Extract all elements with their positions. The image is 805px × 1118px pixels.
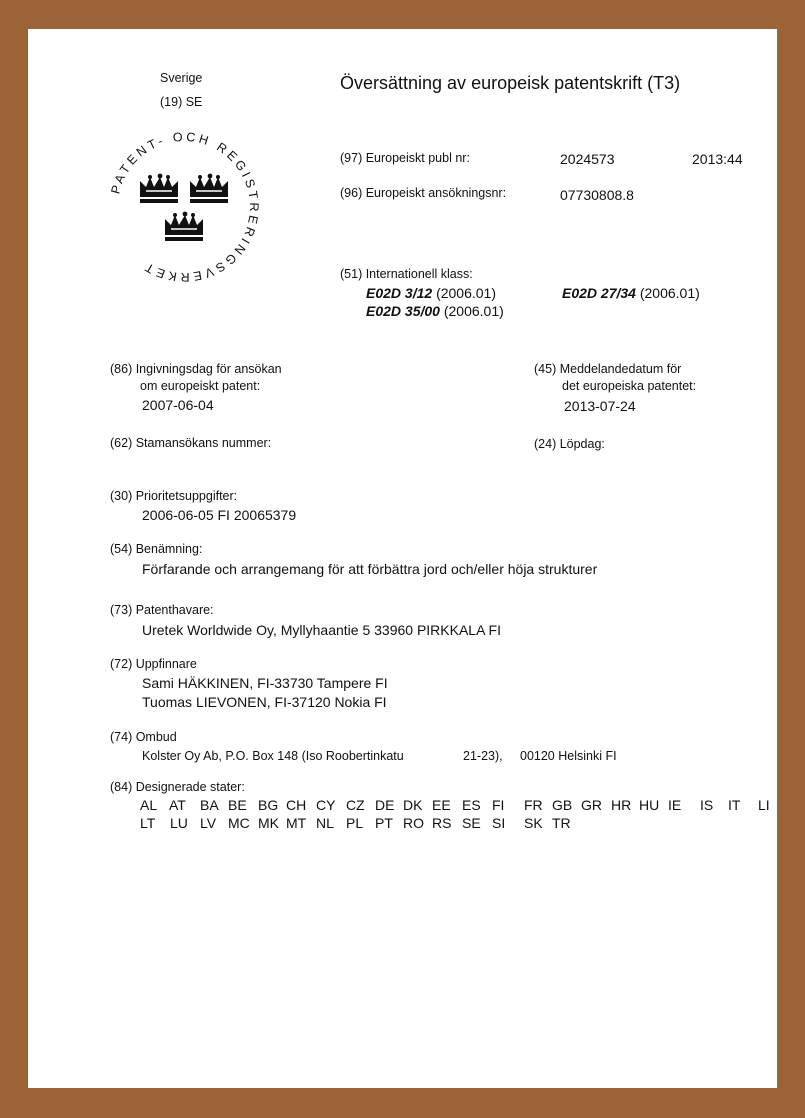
state-code: PL [346,815,364,831]
state-code: SE [462,815,481,831]
agent-name: Kolster Oy Ab, P.O. Box 148 (Iso Roobertinkatu [142,749,404,763]
filing-label-cont: om europeiskt patent: [140,379,261,393]
crown-icon [190,174,228,203]
prv-seal [102,125,266,289]
state-code: HR [611,797,632,813]
state-code: ES [462,797,481,813]
state-code: MC [228,815,250,831]
classification-version: (2006.01) [443,303,504,319]
classification-item [562,285,700,301]
application-label: (96) Europeiskt ansökningsnr: [340,186,507,200]
publication-number: 2024573 [560,151,615,167]
country-name: Sverige [160,71,203,85]
patent-document [28,29,777,1088]
state-code: PT [375,815,393,831]
designated-states-label: (84) Designerade stater: [110,780,245,794]
state-code: FR [524,797,543,813]
seal-ring-text: PATENT- OCH REGISTRERINGSVERKET [108,129,262,285]
state-code: LU [170,815,188,831]
crown-icon [140,174,178,203]
agent-label: (74) Ombud [110,730,177,744]
inventors-label: (72) Uppfinnare [110,657,197,671]
parent-application-label: (62) Stamansökans nummer: [110,436,272,450]
crown-icon [165,212,203,241]
state-code: IS [700,797,714,813]
state-code: CH [286,797,307,813]
state-code: EE [432,797,451,813]
state-code: CY [316,797,336,813]
state-code: AT [169,797,186,813]
state-code: IE [668,797,682,813]
state-code: LT [140,815,156,831]
classification-code: E02D 35/00 [366,303,440,319]
grant-label: (45) Meddelandedatum för [534,362,682,376]
state-code: GR [581,797,602,813]
state-code: MK [258,815,279,831]
state-code: BE [228,797,247,813]
proprietor-value: Uretek Worldwide Oy, Myllyhaantie 5 33960 PIRKKALA FI [142,622,501,638]
document-title: Översättning av europeisk patentskrift (T3) [340,73,681,93]
state-code: AL [140,797,158,813]
state-code: LV [200,815,217,831]
inventor-name: Tuomas LIEVONEN, FI-37120 Nokia FI [142,694,387,710]
agent-address-number: 21-23), [463,749,503,763]
state-code: RS [432,815,452,831]
classification-label: (51) Internationell klass: [340,267,473,281]
state-code: DE [375,797,395,813]
filing-label: (86) Ingivningsdag för ansökan [110,362,282,376]
state-code: DK [403,797,423,813]
classification-item [366,303,504,319]
agent-postal: 00120 Helsinki FI [520,749,617,763]
state-code: IT [728,797,741,813]
priority-value: 2006-06-05 FI 20065379 [142,507,297,523]
term-label: (24) Löpdag: [534,437,605,451]
proprietor-label: (73) Patenthavare: [110,603,214,617]
filing-date: 2007-06-04 [142,397,214,413]
grant-label-cont: det europeiska patentet: [562,379,697,393]
state-code: RO [403,815,424,831]
prv-seal-emblem [102,125,266,289]
state-code: SK [524,815,543,831]
classification-code: E02D 3/12 [366,285,433,301]
classification-version: (2006.01) [639,285,700,301]
state-code: CZ [346,797,365,813]
grant-date: 2013-07-24 [564,398,636,414]
priority-label: (30) Prioritetsuppgifter: [110,489,238,503]
state-code: GB [552,797,573,813]
state-code: BG [258,797,279,813]
publication-label: (97) Europeiskt publ nr: [340,151,470,165]
invention-title-label: (54) Benämning: [110,542,203,556]
state-code: NL [316,815,334,831]
state-code: MT [286,815,307,831]
inventor-name: Sami HÄKKINEN, FI-33730 Tampere FI [142,675,388,691]
classification-code: E02D 27/34 [562,285,636,301]
publication-week: 2013:44 [692,151,743,167]
state-code: HU [639,797,660,813]
state-code: LI [758,797,770,813]
state-code: SI [492,815,506,831]
state-code: TR [552,815,571,831]
classification-version: (2006.01) [436,285,496,301]
country-code: (19) SE [160,95,203,109]
invention-title: Förfarande och arrangemang för att förbättra jord och/eller höja strukturer [142,561,598,577]
classification-item [366,285,496,301]
application-number: 07730808.8 [560,187,634,203]
state-code: BA [200,797,219,813]
state-code: FI [492,797,505,813]
